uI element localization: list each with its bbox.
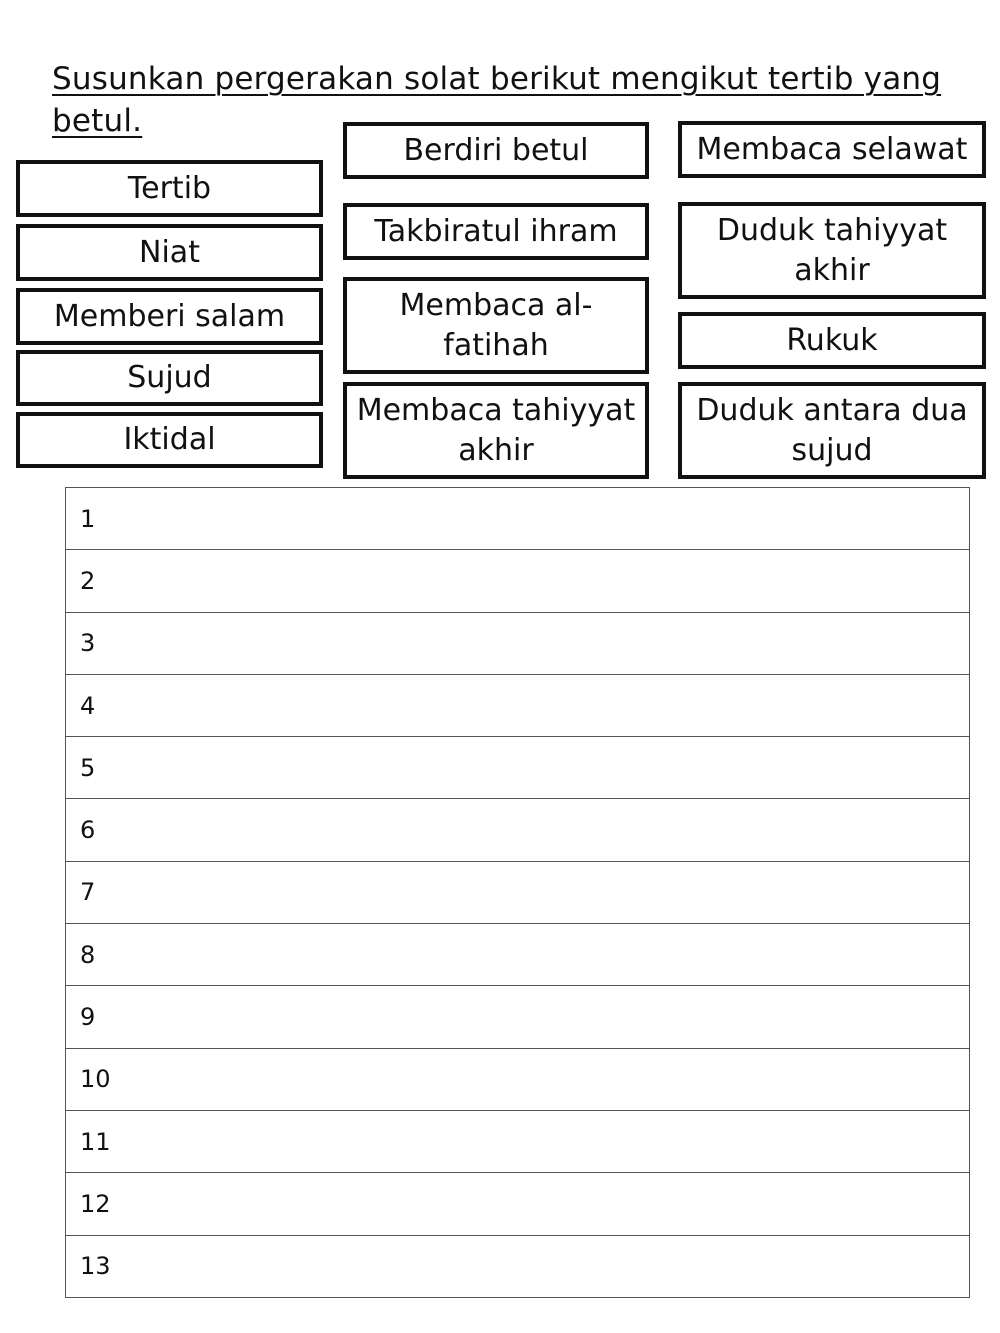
table-row[interactable] — [66, 986, 970, 1048]
table-row[interactable] — [66, 1110, 970, 1172]
card-iktidal[interactable] — [16, 412, 323, 468]
answer-slot[interactable]: 5 — [66, 737, 970, 799]
table-row[interactable] — [66, 550, 970, 612]
card-membaca-tahiyyat-akhir[interactable] — [343, 382, 649, 479]
card-membaca-selawat[interactable] — [678, 121, 986, 178]
card-label: Membaca tahiyyat akhir — [356, 392, 636, 468]
table-row[interactable] — [66, 1173, 970, 1235]
answer-slot[interactable]: 10 — [66, 1048, 970, 1110]
table-row[interactable] — [66, 924, 970, 986]
card-memberi-salam[interactable] — [16, 288, 323, 345]
card-berdiri-betul[interactable] — [343, 122, 649, 179]
answer-slot[interactable]: 13 — [66, 1235, 970, 1297]
card-label: Memberi salam — [53, 298, 286, 334]
card-duduk-tahiyyat-akhir[interactable] — [678, 202, 986, 299]
answer-slot[interactable]: 1 — [66, 488, 970, 550]
card-duduk-antara-dua-sujud[interactable] — [678, 382, 986, 479]
card-sujud[interactable] — [16, 350, 323, 406]
answer-slot[interactable]: 8 — [66, 924, 970, 986]
card-label: Tertib — [127, 170, 212, 206]
card-takbiratul-ihram[interactable] — [343, 203, 649, 260]
table-row[interactable] — [66, 799, 970, 861]
table-row[interactable] — [66, 612, 970, 674]
card-label: Rukuk — [786, 322, 878, 358]
table-row[interactable] — [66, 1048, 970, 1110]
table-row[interactable] — [66, 674, 970, 736]
answer-slot[interactable]: 6 — [66, 799, 970, 861]
answer-slot[interactable]: 7 — [66, 861, 970, 923]
card-label: Membaca selawat — [696, 131, 968, 167]
instruction-title: Susunkan pergerakan solat berikut mengikut tertib yang betul. — [52, 61, 942, 139]
table-row[interactable] — [66, 861, 970, 923]
answer-slot[interactable]: 2 — [66, 550, 970, 612]
card-label: Niat — [139, 234, 200, 270]
answer-table — [65, 487, 970, 1298]
card-label: Berdiri betul — [403, 132, 589, 168]
answer-slot[interactable]: 9 — [66, 986, 970, 1048]
table-row[interactable] — [66, 737, 970, 799]
card-label: Iktidal — [123, 422, 216, 457]
card-rukuk[interactable] — [678, 312, 986, 369]
answer-slot[interactable]: 11 — [66, 1110, 970, 1172]
card-label: Membaca al-fatihah — [399, 287, 593, 363]
card-label: Sujud — [127, 360, 212, 395]
card-membaca-alfatihah[interactable] — [343, 277, 649, 374]
card-label: Duduk antara dua sujud — [696, 392, 968, 468]
table-row[interactable] — [66, 1235, 970, 1297]
answer-slot[interactable]: 12 — [66, 1173, 970, 1235]
answer-slot[interactable]: 3 — [66, 612, 970, 674]
card-label: Takbiratul ihram — [374, 213, 618, 249]
card-niat[interactable] — [16, 224, 323, 281]
card-tertib[interactable] — [16, 160, 323, 217]
card-label: Duduk tahiyyat akhir — [716, 212, 948, 288]
answer-slot[interactable]: 4 — [66, 674, 970, 736]
table-row[interactable] — [66, 488, 970, 550]
